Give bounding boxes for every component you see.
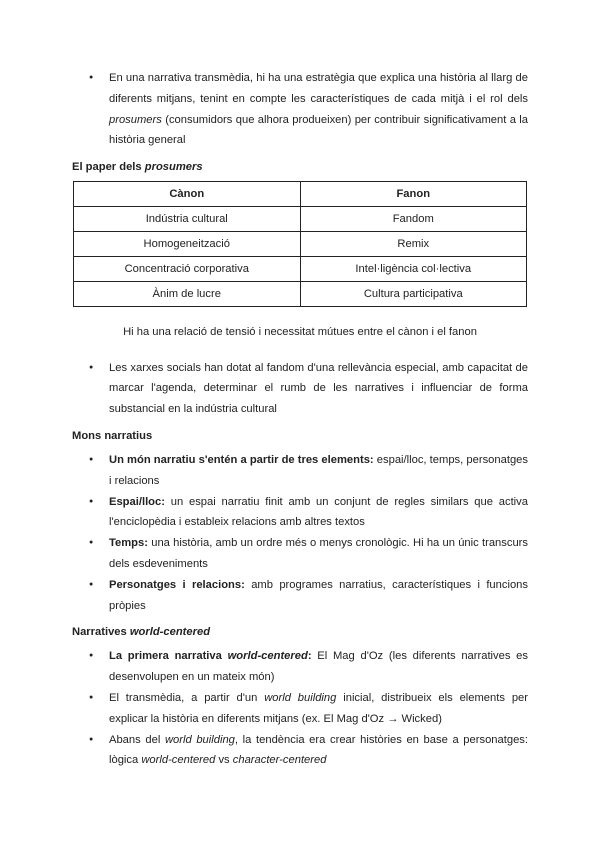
table-row: [74, 257, 527, 282]
table-cell: Remix: [300, 232, 527, 257]
list-item: ● Un món narratiu s'entén a partir de tres elements: espai/lloc, temps, personatges i relacions: [72, 450, 528, 492]
list-item: ● Abans del world building, la tendència era crear històries en base a personatges: lògica world-centered vs character-centered: [72, 730, 528, 772]
table-row: [74, 207, 527, 232]
table-header-row: [74, 182, 527, 207]
heading-prosumers: El paper dels prosumers: [72, 161, 203, 174]
list-item: ● Espai/lloc: un espai narratiu finit amb un conjunt de regles similars que activa l'enciclopèdia i estableix relacions amb altres textos: [72, 492, 528, 534]
list-item: ● La primera narrativa world-centered: El Mag d'Oz (les diferents narratives es desenvolupen en un mateix món): [72, 646, 528, 688]
table-cell: Concentració corporativa: [74, 257, 301, 282]
world-list: [72, 646, 528, 771]
list-item-social: ● Les xarxes socials han dotat al fandom d'una rellevància especial, amb capacitat de marcar l'agenda, determinar el rumb de les narratives i influenciar de forma substancial en la indústria cultural: [72, 358, 528, 420]
intro-list: [72, 68, 528, 151]
list-item-transmedia: ● En una narrativa transmèdia, hi ha una estratègia que explica una història al llarg de diferents mitjans, tenint en compte les característiques de cada mitjà i el rol dels prosumers (consumidors que alhora produeixen) per contribuir significativament a la història general: [72, 68, 528, 151]
list-item: ● Personatges i relacions: amb programes narratius, característiques i funcions pròpies: [72, 575, 528, 617]
heading-world-centered: Narratives world-centered: [72, 626, 211, 639]
canon-fanon-table: [73, 181, 527, 307]
table-header-canon: Cànon: [74, 182, 301, 207]
table-caption: Hi ha una relació de tensió i necessitat mútues entre el cànon i el fanon: [123, 326, 477, 339]
table-cell: Fandom: [300, 207, 527, 232]
mons-list: [72, 450, 528, 616]
heading-mons-narratius: Mons narratius: [72, 429, 153, 442]
table-header-fanon: Fanon: [300, 182, 527, 207]
table-cell: Cultura participativa: [300, 282, 527, 307]
table-row: [74, 282, 527, 307]
table-cell: Homogeneització: [74, 232, 301, 257]
table-cell: Indústria cultural: [74, 207, 301, 232]
arrow-icon: →: [387, 712, 399, 725]
social-list: [72, 358, 528, 420]
table-cell: Intel·ligència col·lectiva: [300, 257, 527, 282]
document-page: [72, 68, 528, 771]
table-row: [74, 232, 527, 257]
table-cell: Ànim de lucre: [74, 282, 301, 307]
list-item: ● El transmèdia, a partir d'un world building inicial, distribueix els elements per explicar la història en diferents mitjans (ex. El Mag d'Oz → Wicked): [72, 688, 528, 730]
list-item: ● Temps: una història, amb un ordre més o menys cronològic. Hi ha un únic transcurs dels esdeveniments: [72, 533, 528, 575]
